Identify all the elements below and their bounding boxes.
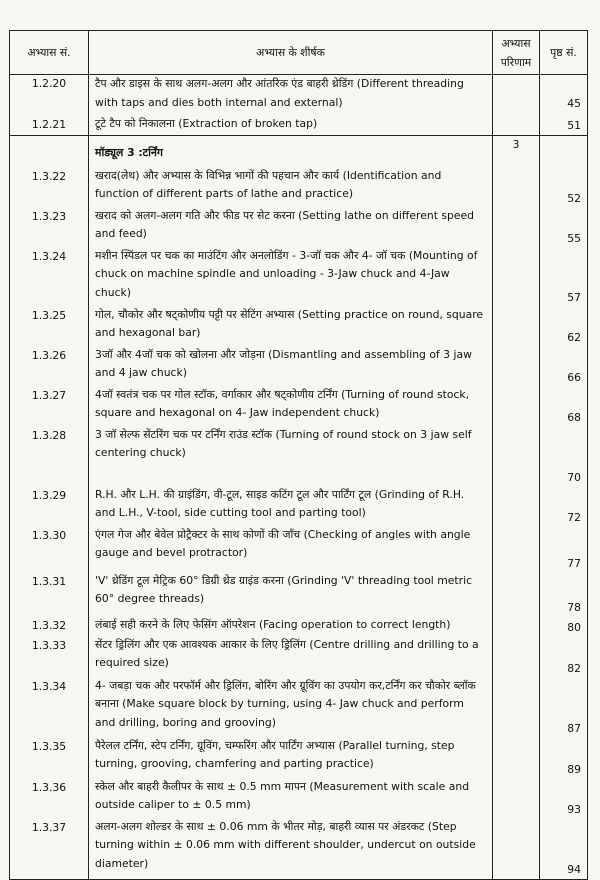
exercise-title: खराद(लेथ) और अभ्यास के विभिन्न भागों की पहचान और कार्य (Identification and function of different parts of lathe and practice)	[95, 168, 442, 201]
exercise-title: पैरेलल टर्निंग, स्टेप टर्निंग, ग्रूविंग, चम्फरिंग और पार्टिंग अभ्यास (Parallel turning, step turning, grooving, chamfering and parting practice)	[95, 738, 455, 771]
exercise-title: गोल, चौकोर और षट्कोणीय पट्टी पर सेटिंग अभ्यास (Setting practice on round, square and hexagonal bar)	[95, 307, 484, 340]
exercise-title: टैप और डाइस के साथ अलग-अलग और आंतरिक एंड बाहरी थ्रेडिंग (Different threading with taps and dies both internal and external)	[95, 77, 464, 109]
result-value: 3	[493, 136, 540, 880]
table-row	[10, 75, 588, 136]
contents-table	[9, 30, 588, 880]
page-number: 51	[567, 118, 581, 132]
exercise-number: 1.3.32	[31, 619, 67, 633]
exercise-title: 4जॉ स्वतंत्र चक पर गोल स्टॉक, वर्गाकार और षट्कोणीय टर्निंग (Turning of round stock, square and hexagonal on 4- Jaw independent chuck)	[95, 387, 470, 420]
page-number: 62	[567, 330, 581, 344]
page-number: 68	[567, 410, 581, 424]
exercise-number: 1.2.20	[31, 77, 67, 90]
exercise-number: 1.3.25	[31, 309, 67, 323]
page-number: 52	[567, 191, 581, 205]
page-number: 55	[567, 231, 581, 245]
page-number: 87	[567, 721, 581, 735]
header-page: पृष्ठ सं.	[540, 31, 588, 75]
page-number: 45	[567, 97, 581, 110]
exercise-number: 1.3.22	[31, 170, 67, 184]
exercise-number: 1.3.33	[31, 639, 67, 653]
exercise-number: 1.3.27	[31, 389, 67, 403]
exercise-number: 1.3.36	[31, 781, 67, 795]
page-number: 70	[567, 470, 581, 484]
exercise-number: 1.3.31	[31, 575, 67, 589]
page-number: 77	[567, 556, 581, 570]
exercise-title: 4- जबड़ा चक और परफॉर्म और ड्रिलिंग, बोरिंग और ग्रूविंग का उपयोग कर,टर्निंग कर चौकोर ब्लॉक बनाना (Make square block by turning, using 4- Jaw chuck and perform and drilling, boring and grooving)	[95, 678, 476, 729]
exercise-title: 3 जॉ सेल्फ सेंटरिंग चक पर टर्निंग राउंड स्टॉक (Turning of round stock on 3 jaw self centering chuck)	[95, 427, 472, 460]
page-number: 78	[567, 600, 581, 614]
header-exercise-no: अभ्यास सं.	[10, 31, 89, 75]
exercise-title: R.H. और L.H. की ग्राइंडिंग, वी-टूल, साइड कटिंग टूल और पार्टिंग टूल (Grinding of R.H. and L.H., V-tool, side cutting tool and parting tool)	[95, 487, 465, 520]
exercise-title: सेंटर ड्रिलिंग और एक आवश्यक आकार के लिए ड्रिलिंग (Centre drilling and drilling to a required size)	[95, 637, 479, 670]
exercise-title: स्केल और बाहरी कैलीपर के साथ ± 0.5 mm मापन (Measurement with scale and outside caliper to ± 0.5 mm)	[95, 779, 470, 812]
header-result: अभ्यास परिणाम	[493, 31, 540, 75]
page-number: 94	[567, 862, 581, 876]
page-number: 66	[567, 370, 581, 384]
exercise-number: 1.3.24	[31, 250, 67, 264]
exercise-number: 1.3.37	[31, 821, 67, 835]
exercise-title: अलग-अलग शोल्डर के साथ ± 0.06 mm के भीतर मोड़, बाहरी व्यास पर अंडरकट (Step turning within ± 0.06 mm with different shoulder, undercut on outside diameter)	[95, 819, 476, 870]
page-number: 89	[567, 762, 581, 776]
exercise-title: खराद को अलग-अलग गति और फीड पर सेट करना (Setting lathe on different speed and feed)	[95, 208, 474, 241]
exercise-number: 1.3.28	[31, 429, 67, 443]
exercise-title: मशीन स्पिंडल पर चक का माउंटिंग और अनलोडिंग - 3-जॉ चक और 4- जॉ चक (Mounting of chuck on machine spindle and unloading - 3-Jaw chuck and 4-Jaw chuck)	[95, 248, 478, 299]
exercise-number: 1.3.30	[31, 529, 67, 543]
exercise-number: 1.3.26	[31, 349, 67, 363]
exercise-number: 1.3.35	[31, 740, 67, 754]
page-number: 93	[567, 802, 581, 816]
exercise-title: एंगल गेज और बेवेल प्रोट्रैक्टर के साथ कोणों की जाँच (Checking of angles with angle gauge and bevel protractor)	[95, 527, 471, 560]
table-header-row	[10, 31, 588, 75]
exercise-title: 'V' थ्रेडिंग टूल मेट्रिक 60° डिग्री थ्रेड ग्राइंड करना (Grinding 'V' threading tool metric 60° degree threads)	[95, 573, 472, 606]
page-number: 72	[567, 510, 581, 524]
module-block	[10, 136, 588, 880]
exercise-title: 3जॉ और 4जॉ चक को खोलना और जोड़ना (Dismantling and assembling of 3 jaw and 4 jaw chuck)	[95, 347, 472, 380]
exercise-title: लंबाई सही करने के लिए फेसिंग ऑपरेशन (Facing operation to correct length)	[95, 617, 451, 631]
page-number: 57	[567, 290, 581, 304]
exercise-title: टूटे टैप को निकालना (Extraction of broken tap)	[95, 117, 318, 131]
exercise-number: 1.3.23	[31, 210, 67, 224]
page-number: 82	[567, 661, 581, 675]
page-number: 80	[567, 620, 581, 634]
header-title: अभ्यास के शीर्षक	[89, 31, 493, 75]
exercise-number: 1.3.34	[31, 680, 67, 694]
exercise-number: 1.2.21	[31, 118, 67, 131]
module-heading: मॉड्यूल 3 :टर्निंग	[95, 146, 163, 160]
exercise-number: 1.3.29	[31, 489, 67, 503]
